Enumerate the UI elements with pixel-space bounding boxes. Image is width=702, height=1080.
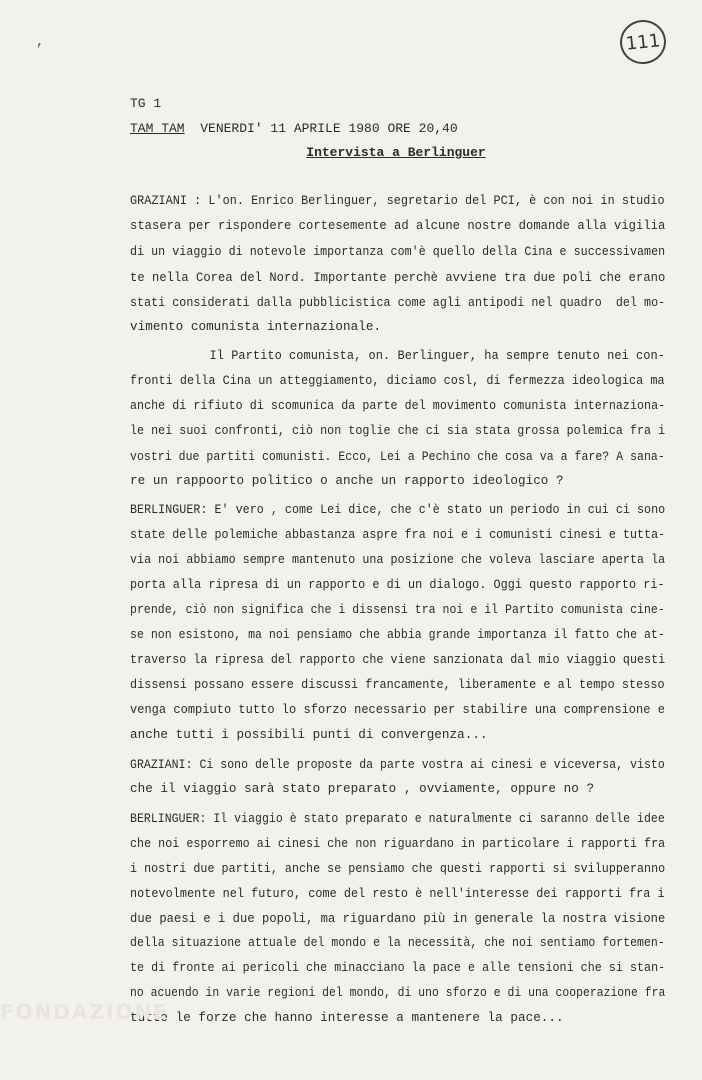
corner-mark: , [36,34,45,50]
transcript-line: re un rappoorto politico o anche un rapporto ideologico ? [130,474,564,488]
transcript-line: te di fronte ai pericoli che minacciano la pace e alle tensioni che si stan- [130,961,666,975]
transcript-line: BERLINGUER: E' vero , come Lei dice, che c'è stato un periodo in cui ci sono [130,503,666,517]
transcript-line: porta alla ripresa di un rapporto e di un dialogo. Oggi questo rapporto ri- [130,578,665,592]
transcript-line: stasera per rispondere cortesemente ad alcune nostre domande alla vigilia [130,219,666,233]
broadcast-datetime: VENERDI' 11 APRILE 1980 ORE 20,40 [200,121,458,136]
transcript-line: GRAZIANI: Ci sono delle proposte da parte vostra ai cinesi e viceversa, visto [130,758,665,772]
transcript-line: venga compiuto tutto lo sforzo necessario per stabilire una comprensione e [130,703,665,717]
transcript-line: anche tutti i possibili punti di convergenza... [130,728,488,742]
transcript-line: te nella Corea del Nord. Importante perchè avviene tra due poli che erano [130,271,666,285]
transcript-line: dissensi possano essere discussi francamente, liberamente e al tempo stesso [130,678,665,692]
transcript-line: le nei suoi confronti, ciò non toglie che ci sia stata grossa polemica fra i [130,424,666,438]
transcript-line: Il Partito comunista, on. Berlinguer, ha sempre tenuto nei con- [130,349,665,363]
document-title: Intervista a Berlinguer [306,145,486,160]
transcript-line: prende, ciò non significa che i dissensi tra noi e il Partito comunista cine- [130,603,665,617]
channel-label: TG 1 [130,96,162,111]
archive-watermark: FONDAZIONE [0,1000,169,1024]
transcript-line: anche di rifiuto di scomunica da parte del movimento comunista internaziona- [130,399,666,413]
program-line [130,121,458,136]
transcript-line: se non esistono, ma noi pensiamo che abbia grande importanza il fatto che at- [130,628,665,642]
transcript-line: vimento comunista internazionale. [130,320,382,334]
transcript-line: notevolmente nel futuro, come del resto è nell'interesse dei rapporti fra i [130,887,665,901]
transcript-line: stati considerati dalla pubblicistica come agli antipodi nel quadro del mo- [130,296,666,310]
transcript-line: tutte le forze che hanno interesse a mantenere la pace... [130,1011,564,1025]
transcript-line: vostri due partiti comunisti. Ecco, Lei a Pechino che cosa va a fare? A sana- [130,450,665,464]
transcript-line: due paesi e i due popoli, ma riguardano più in generale la nostra visione [130,912,666,926]
transcript-line: state delle polemiche abbastanza aspre fra noi e i comunisti cinesi e tutta- [130,528,666,542]
transcript-line: che noi esporremo ai cinesi che non riguardano in particolare i rapporti fra [130,837,666,851]
transcript-line: che il viaggio sarà stato preparato , ovviamente, oppure no ? [130,782,595,796]
transcript-line: fronti della Cina un atteggiamento, diciamo cosl, di fermezza ideologica ma [130,374,665,388]
transcript-line: GRAZIANI : L'on. Enrico Berlinguer, segretario del PCI, è con noi in studio [130,194,665,208]
transcript-line: traverso la ripresa del rapporto che viene sanzionata dal mio viaggio questi [130,653,666,667]
transcript-line: di un viaggio di notevole importanza com'è quello della Cina e successivamen [130,245,666,259]
transcript-line: BERLINGUER: Il viaggio è stato preparato e naturalmente ci saranno delle idee [130,812,665,826]
transcript-line: i nostri due partiti, anche se pensiamo che questi rapporti si svilupperanno [130,862,666,876]
transcript-line: della situazione attuale del mondo e la necessità, che noi sentiamo fortemen- [130,936,665,950]
transcript-line: via noi abbiamo sempre mantenuto una posizione che voleva lasciare aperta la [130,553,666,567]
transcript-line: no acuendo in varie regioni del mondo, di uno sforzo e di una cooperazione fra [130,986,666,1000]
program-name: TAM TAM [130,121,185,136]
page-number-stamp: 111 [618,18,668,67]
